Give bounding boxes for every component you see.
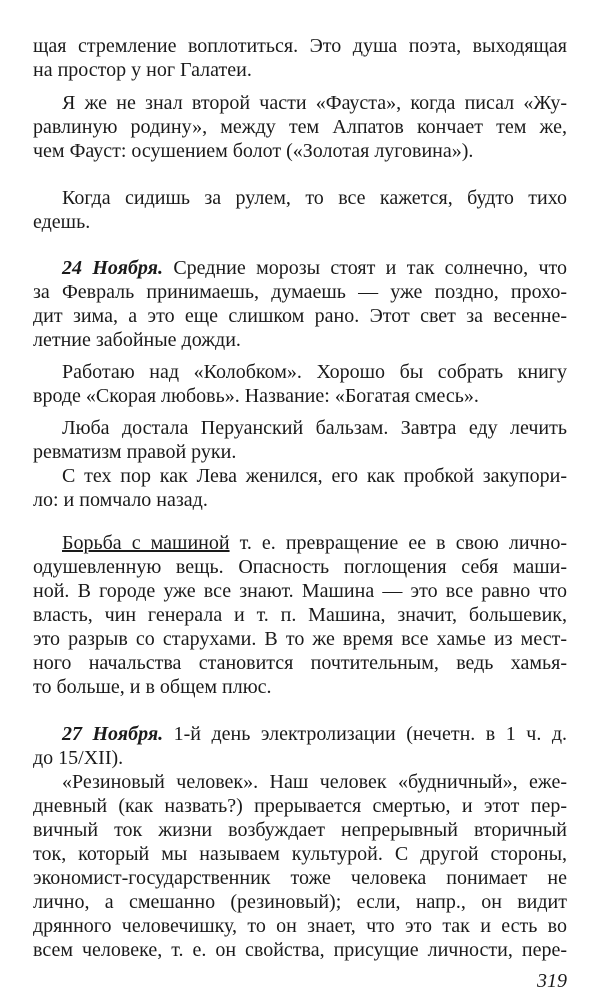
text-segment: Люба достала Перуанский бальзам. Завтра еду лечить: [62, 417, 567, 439]
text-line: [62, 91, 567, 115]
page-number: 319: [537, 970, 567, 992]
text-line: [33, 139, 567, 163]
text-segment: едешь.: [33, 211, 91, 233]
text-segment: это разрыв со старухами. В то же время все хамье из мест-: [33, 628, 567, 650]
text-segment: всем человеке, т. е. он свойства, присущие личности, пере-: [33, 939, 567, 961]
text-segment: за Февраль принимаешь, думаешь — уже поздно, прохо-: [33, 281, 567, 303]
text-segment: дневный (как назвать?) прерывается смертью, и этот пер-: [33, 795, 567, 817]
underlined-phrase: Борьба с машиной: [62, 532, 230, 554]
text-line: [33, 794, 567, 818]
text-segment: дрянного человечишку, то он знает, что это так и есть во: [33, 915, 567, 937]
text-line: [62, 186, 567, 210]
text-line: [33, 842, 567, 866]
text-line: [33, 488, 567, 512]
text-line: [62, 531, 567, 555]
text-line: [62, 256, 567, 280]
text-segment: лично, а смешанно (резиновый); если, напр., он видит: [33, 891, 567, 913]
text-segment: ток, который мы называем культурой. С другой стороны,: [33, 843, 567, 865]
text-line: [62, 464, 567, 488]
entry-date: 24 Ноября.: [62, 257, 163, 279]
text-line: [33, 304, 567, 328]
text-segment: на простор у ног Галатеи.: [33, 59, 252, 81]
text-segment: летние забойные дожди.: [33, 329, 241, 351]
text-line: [33, 328, 567, 352]
text-line: [33, 866, 567, 890]
text-line: [62, 416, 567, 440]
text-segment: ревматизм правой руки.: [33, 441, 237, 463]
text-line: [33, 818, 567, 842]
text-line: [33, 675, 567, 699]
text-segment: Я же не знал второй части «Фауста», когда писал «Жу-: [62, 92, 567, 114]
text-segment: 1-й день электролизации (нечетн. в 1 ч. д.: [163, 723, 567, 745]
text-segment: щая стремление воплотиться. Это душа поэта, выходящая: [33, 35, 567, 57]
text-line: [33, 938, 567, 962]
text-line: [33, 627, 567, 651]
text-segment: чем Фауст: осушением болот («Золотая луговина»).: [33, 140, 474, 162]
text-line: [62, 360, 567, 384]
text-segment: Когда сидишь за рулем, то все кажется, будто тихо: [62, 187, 567, 209]
text-segment: Средние морозы стоят и так солнечно, что: [162, 257, 567, 279]
text-segment: С тех пор как Лева женился, его как пробкой закупори-: [62, 465, 567, 487]
text-line: [33, 651, 567, 675]
text-line: [33, 603, 567, 627]
text-line: [33, 746, 567, 770]
text-segment: дит зима, а это еще слишком рано. Этот свет за весенне-: [33, 305, 567, 327]
text-segment: вроде «Скорая любовь». Название: «Богатая смесь».: [33, 385, 479, 407]
text-segment: власть, чин генерала и т. п. Машина, значит, большевик,: [33, 604, 567, 626]
text-segment: ного начальства становится почтительным, ведь хамья-: [33, 652, 567, 674]
text-line: [33, 914, 567, 938]
text-line: [33, 34, 567, 58]
text-segment: т. е. превращение ее в свою лично-: [229, 532, 567, 554]
text-segment: ло: и помчало назад.: [33, 489, 208, 511]
text-line: [33, 280, 567, 304]
text-line: [33, 579, 567, 603]
text-segment: ной. В городе уже все знают. Машина — это все равно что: [33, 580, 567, 602]
text-line: [33, 115, 567, 139]
text-line: [62, 722, 567, 746]
text-line: [33, 890, 567, 914]
text-line: [33, 210, 567, 234]
text-line: [33, 440, 567, 464]
text-segment: равлиную родину», между тем Алпатов кончает тем же,: [33, 116, 567, 138]
text-segment: «Резиновый человек». Наш человек «будничный», еже-: [62, 771, 567, 793]
text-segment: одушевленную вещь. Опасность поглощения себя маши-: [33, 556, 567, 578]
text-segment: экономист-государственник тоже человека понимает не: [33, 867, 567, 889]
text-line: [33, 58, 567, 82]
text-segment: то больше, и в общем плюс.: [33, 676, 272, 698]
text-line: [62, 770, 567, 794]
text-line: [33, 555, 567, 579]
text-line: [33, 384, 567, 408]
text-segment: вичный ток жизни возбуждает непрерывный вторичный: [33, 819, 567, 841]
text-segment: Работаю над «Колобком». Хорошо бы собрать книгу: [62, 361, 567, 383]
text-segment: до 15/XII).: [33, 747, 124, 769]
entry-date: 27 Ноября.: [62, 723, 164, 745]
